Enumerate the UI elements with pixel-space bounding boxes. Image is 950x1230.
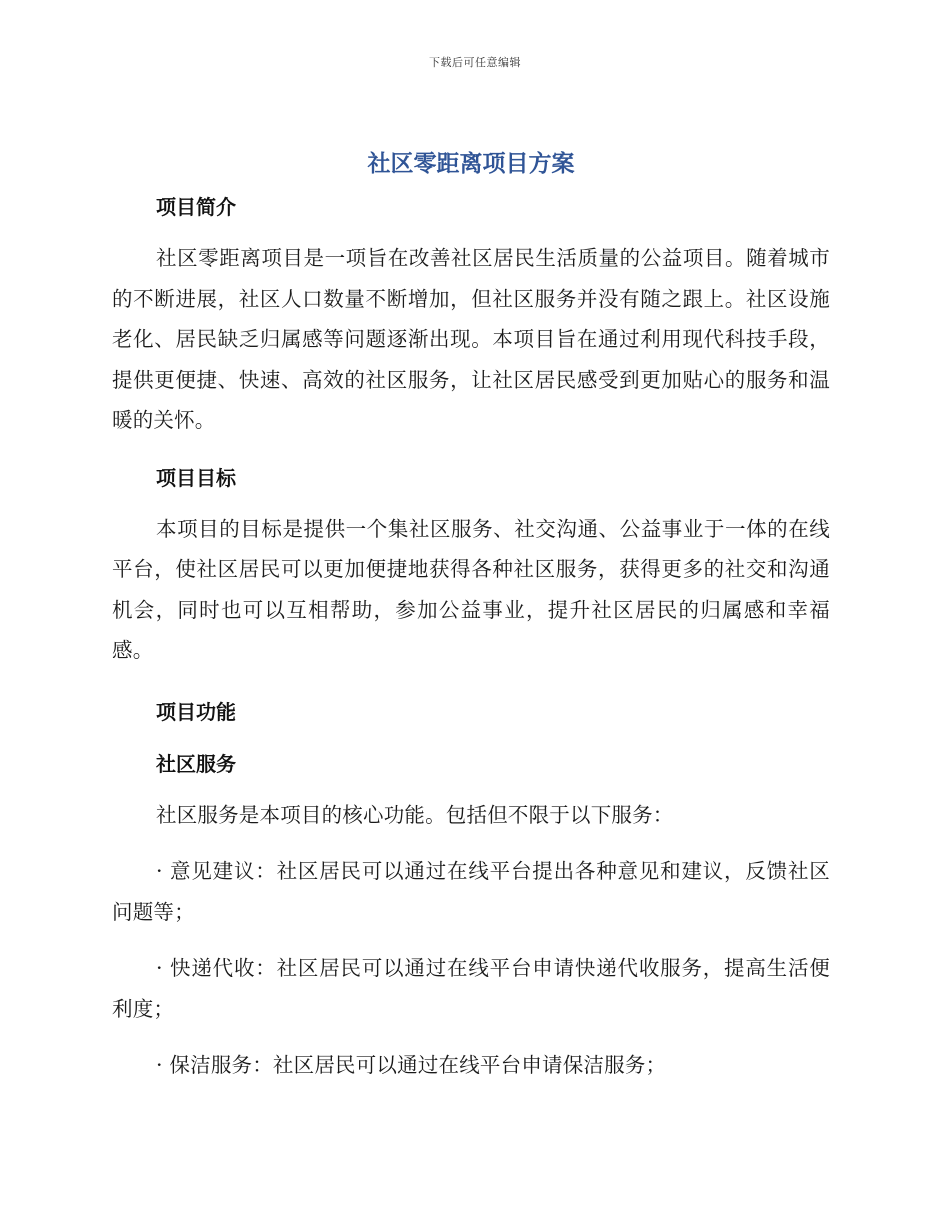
intro-paragraph: 社区零距离项目是一项旨在改善社区居民生活质量的公益项目。随着城市的不断进展，社区人口数量不断增加，但社区服务并没有随之跟上。社区设施老化、居民缺乏归属感等问题逐渐出现。本项目旨在通过利用现代科技手段，提供更便捷、快速、高效的社区服务，让社区居民感受到更加贴心的服务和温暖的关怀。 — [112, 246, 830, 432]
header-note: 下载后可任意编辑 — [429, 56, 521, 69]
document-body — [112, 146, 830, 1086]
section-heading-goal: 项目目标 — [156, 465, 236, 490]
section-heading-features: 项目功能 — [156, 699, 236, 724]
features-intro: 社区服务是本项目的核心功能。包括但不限于以下服务： — [156, 802, 674, 827]
list-item: · 意见建议：社区居民可以通过在线平台提出各种意见和建议，反馈社区问题等； — [112, 859, 830, 924]
list-item: · 保洁服务：社区居民可以通过在线平台申请保洁服务； — [156, 1053, 667, 1077]
sub-heading-community-service: 社区服务 — [156, 751, 236, 776]
section-heading-intro: 项目简介 — [156, 195, 236, 219]
page-title: 社区零距离项目方案 — [367, 151, 575, 177]
list-item: · 快递代收：社区居民可以通过在线平台申请快递代收服务，提高生活便利度； — [112, 956, 830, 1021]
goal-paragraph: 本项目的目标是提供一个集社区服务、社交沟通、公益事业于一体的在线平台，使社区居民可以更加便捷地获得各种社区服务，获得更多的社交和沟通机会，同时也可以互相帮助，参加公益事业，提升社区居民的归属感和幸福感。 — [112, 516, 830, 662]
